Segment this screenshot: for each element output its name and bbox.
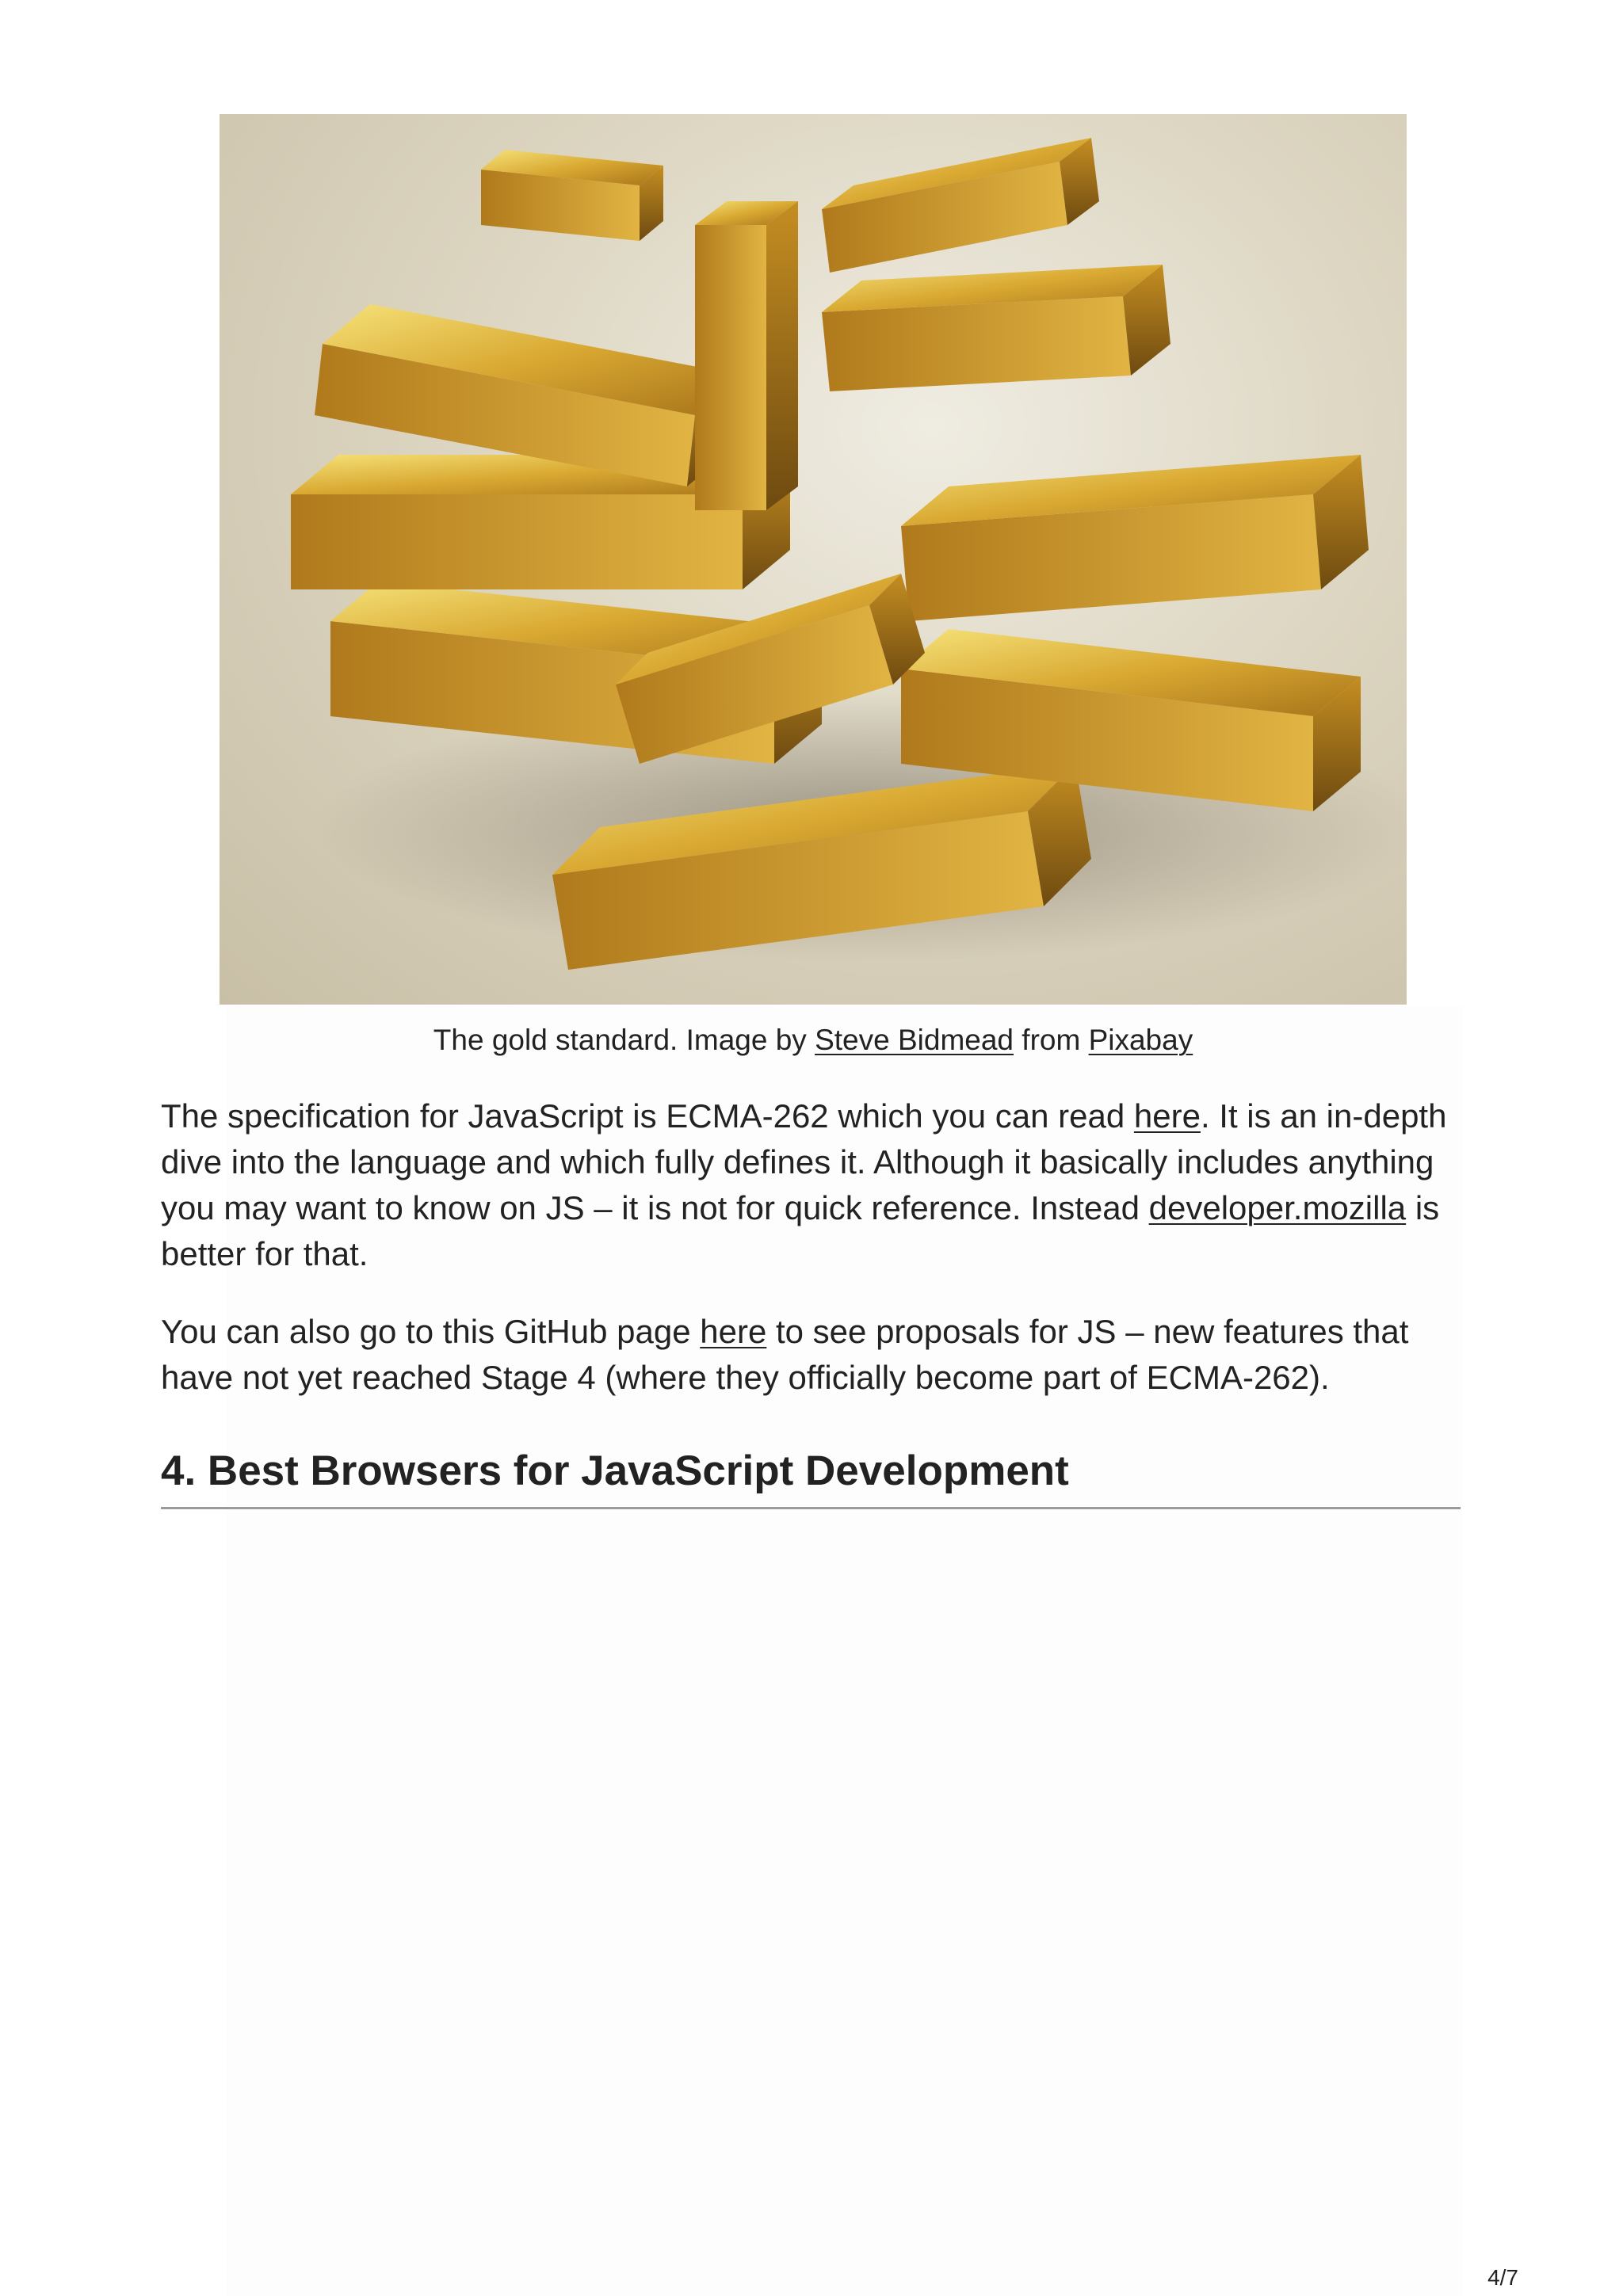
paragraph-text: to see proposals for JS – new features that have not yet reached Stage 4 (where they officially become part of ECMA-262). [161, 1313, 1409, 1396]
author-link[interactable]: Steve Bidmead [815, 1024, 1014, 1056]
github-proposals-link[interactable]: here [700, 1313, 767, 1350]
image-caption [220, 1020, 1407, 1060]
mozilla-link[interactable]: developer.mozilla [1148, 1189, 1407, 1226]
gold-bar-shape [822, 265, 1170, 391]
pixabay-link[interactable]: Pixabay [1088, 1024, 1193, 1056]
section-heading: 4. Best Browsers for JavaScript Development [161, 1447, 1069, 1494]
paragraph-text: . It is an in-depth dive into the language and which fully defines it. Although it basically includes anything you may want to know on JS – it is not for quick reference. Instead [161, 1097, 1447, 1226]
ecma-spec-link[interactable]: here [1133, 1097, 1201, 1135]
gold-bars-image [220, 114, 1407, 1005]
caption-text: The gold standard. Image by [433, 1024, 815, 1056]
paragraph-text: is better for that. [161, 1189, 1440, 1272]
gold-bar-shape [481, 150, 663, 241]
gold-bar-shape [695, 201, 798, 510]
proposals-paragraph [161, 1309, 1461, 1401]
paragraph-text: You can also go to this GitHub page [161, 1313, 701, 1350]
heading-divider [161, 1507, 1461, 1509]
page-number: 4/7 [1487, 2265, 1518, 2290]
paragraph-text: The specification for JavaScript is ECMA-262 which you can read [161, 1097, 1134, 1135]
caption-text: from [1014, 1024, 1089, 1056]
ecma-paragraph [161, 1093, 1461, 1277]
gold-bar-shape [822, 138, 1099, 273]
gold-bar-shape [901, 455, 1369, 621]
